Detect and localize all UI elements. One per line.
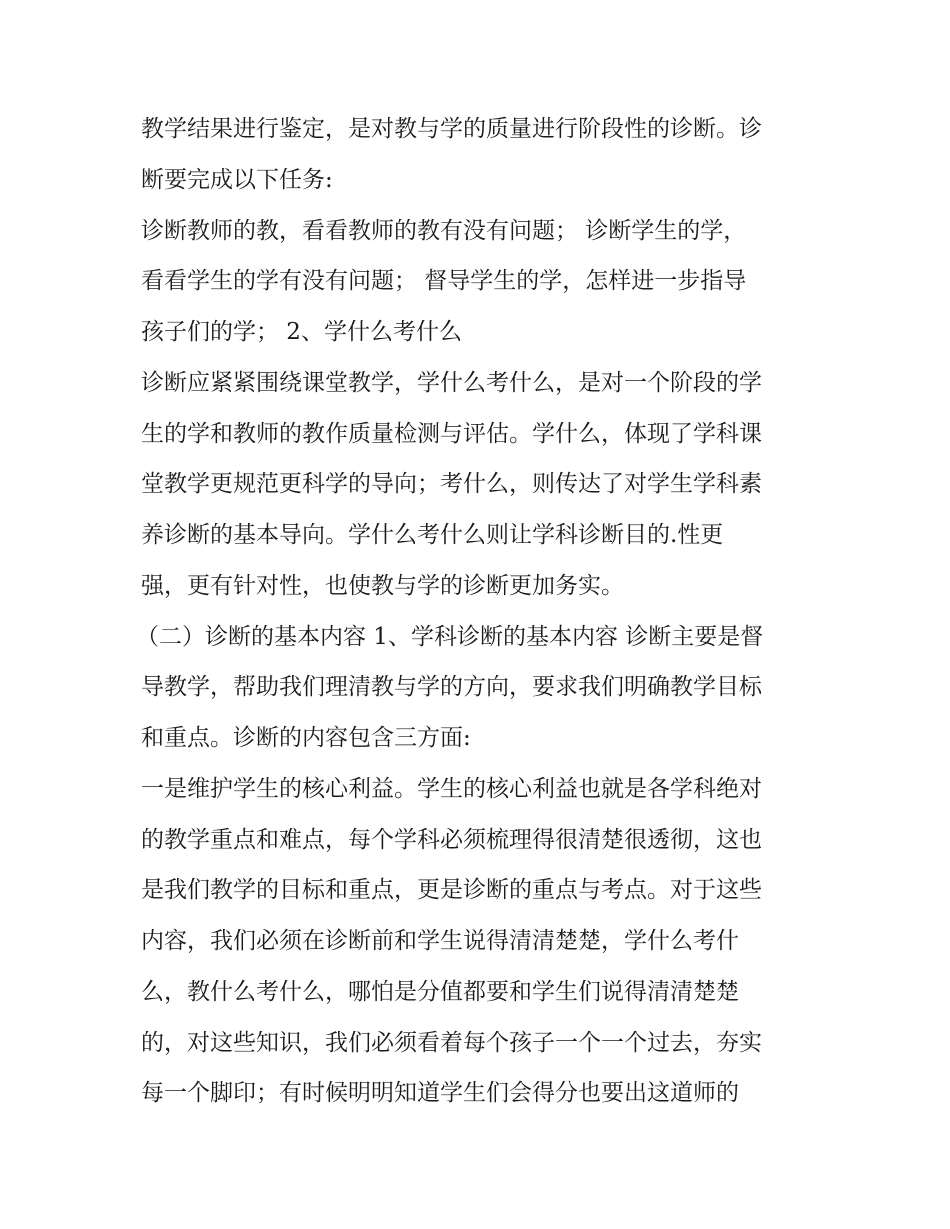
section-heading-line: （二）诊断的基本内容 1、学科诊断的基本内容 诊断主要是督 (136, 624, 764, 650)
text-line: 堂教学更规范更科学的导向；考什么，则传达了对学生学科素 (141, 471, 762, 497)
text-line: 看看学生的学有没有问题； 督导学生的学，怎样进一步指导 (141, 268, 747, 294)
text-line: 一是维护学生的核心利益。学生的核心利益也就是各学科绝对 (141, 776, 762, 802)
text-line: 生的学和教师的教作质量检测与评估。学什么，体现了学科课 (141, 421, 762, 447)
text-line: 是我们教学的目标和重点，更是诊断的重点与考点。对于这些 (141, 877, 762, 903)
text-line: 强，更有针对性，也使教与学的诊断更加务实。 (141, 573, 624, 599)
text-line: 内容，我们必须在诊断前和学生说得清清楚楚，学什么考什 (141, 928, 739, 954)
text-line: 导教学，帮助我们理清教与学的方向，要求我们明确教学目标 (141, 674, 762, 700)
text-line: 教学结果进行鉴定，是对教与学的质量进行阶段性的诊断。诊 (141, 116, 762, 142)
text-line: 诊断应紧紧围绕课堂教学，学什么考什么，是对一个阶段的学 (141, 370, 762, 396)
text-line: 孩子们的学； 2、学什么考什么 (141, 319, 462, 345)
text-line: 每一个脚印；有时候明明知道学生们会得分也要出这道师的 (141, 1080, 739, 1106)
text-line: 和重点。诊断的内容包含三方面: (141, 725, 471, 751)
text-line: 的，对这些知识，我们必须看着每个孩子一个一个过去，夯实 (141, 1030, 762, 1056)
text-line: 断要完成以下任务: (141, 167, 333, 193)
text-line: 养诊断的基本导向。学什么考什么则让学科诊断目的.性更 (141, 522, 724, 548)
text-line: 的教学重点和难点，每个学科必须梳理得很清楚很透彻，这也 (141, 827, 762, 853)
text-line: 么，教什么考什么，哪怕是分值都要和学生们说得清清楚楚 (141, 979, 739, 1005)
text-line: 诊断教师的教，看看教师的教有没有问题； 诊断学生的学， (141, 218, 747, 244)
